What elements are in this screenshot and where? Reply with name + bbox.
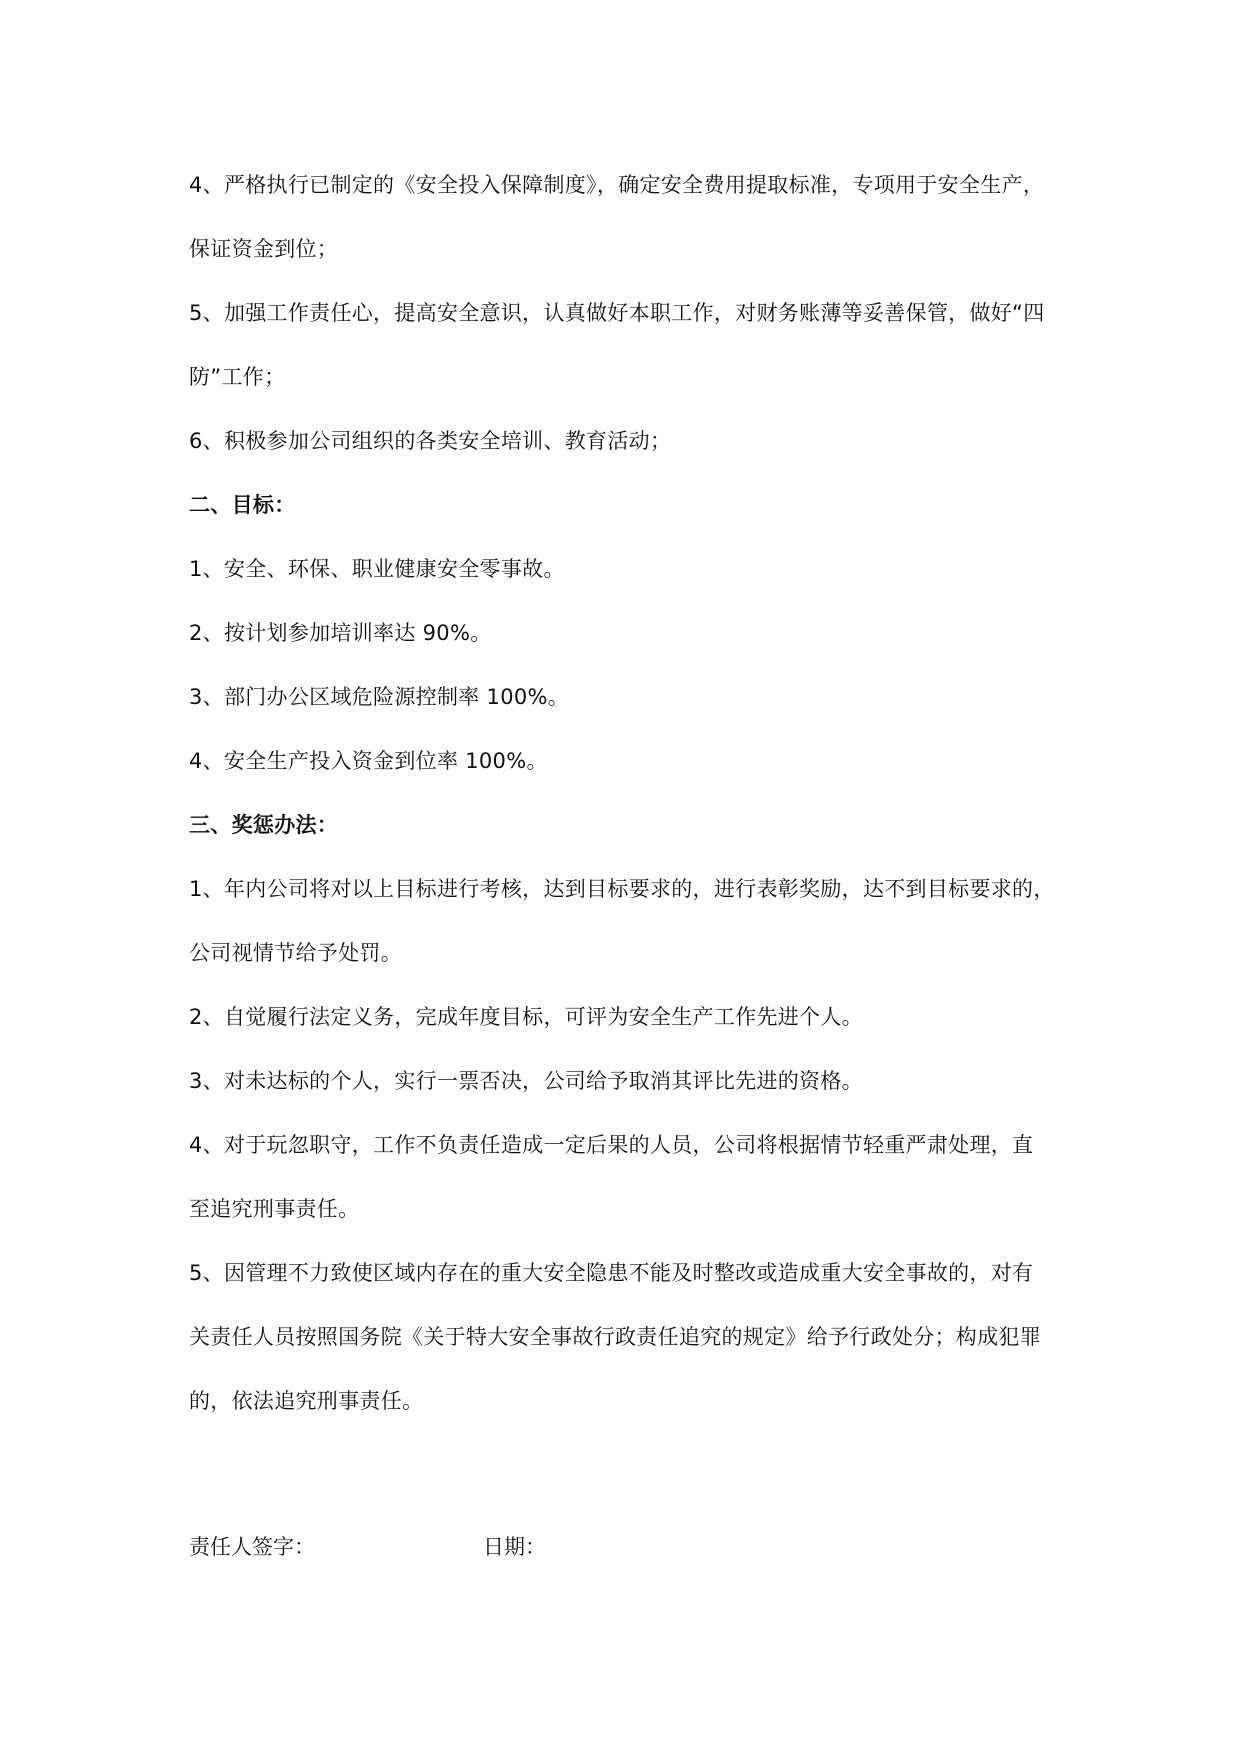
clause-5-line-1: 5、加强工作责任心，提高安全意识，认真做好本职工作，对财务账薄等妥善保管，做好“四 <box>189 301 1045 325</box>
date-label: 日期： <box>483 1535 546 1559</box>
goal-3: 3、部门办公区域危险源控制率 100%。 <box>189 685 570 709</box>
reward-5-line-1: 5、因管理不力致使区域内存在的重大安全隐患不能及时整改或造成重大安全事故的，对有 <box>189 1261 1034 1285</box>
reward-4-line-2: 至追究刑事责任。 <box>189 1197 360 1221</box>
reward-5-line-2: 关责任人员按照国务院《关于特大安全事故行政责任追究的规定》给予行政处分；构成犯罪 <box>189 1325 1041 1349</box>
goal-4: 4、安全生产投入资金到位率 100%。 <box>189 749 548 773</box>
section-heading-rewards: 三、奖惩办法： <box>189 813 339 837</box>
clause-6: 6、积极参加公司组织的各类安全培训、教育活动； <box>189 429 672 453</box>
clause-4-line-1: 4、严格执行已制定的《安全投入保障制度》，确定安全费用提取标准，专项用于安全生产， <box>189 173 1045 197</box>
section-heading-goals: 二、目标： <box>189 493 296 517</box>
signer-label: 责任人签字： <box>189 1535 315 1559</box>
goal-1: 1、安全、环保、职业健康安全零事故。 <box>189 557 565 581</box>
reward-5-line-3: 的，依法追究刑事责任。 <box>189 1389 424 1413</box>
reward-1-line-1: 1、年内公司将对以上目标进行考核，达到目标要求的，进行表彰奖励，达不到目标要求的， <box>189 877 1055 901</box>
clause-5-line-2: 防”工作； <box>189 365 286 389</box>
reward-2: 2、自觉履行法定义务，完成年度目标，可评为安全生产工作先进个人。 <box>189 1005 863 1029</box>
reward-4-line-1: 4、对于玩忽职守，工作不负责任造成一定后果的人员，公司将根据情节轻重严肃处理，直 <box>189 1133 1034 1157</box>
goal-2: 2、按计划参加培训率达 90%。 <box>189 621 492 645</box>
clause-4-line-2: 保证资金到位； <box>189 237 339 261</box>
signature-row <box>189 1532 1059 1562</box>
reward-1-line-2: 公司视情节给予处罚。 <box>189 941 402 965</box>
reward-3: 3、对未达标的个人，实行一票否决，公司给予取消其评比先进的资格。 <box>189 1069 863 1093</box>
